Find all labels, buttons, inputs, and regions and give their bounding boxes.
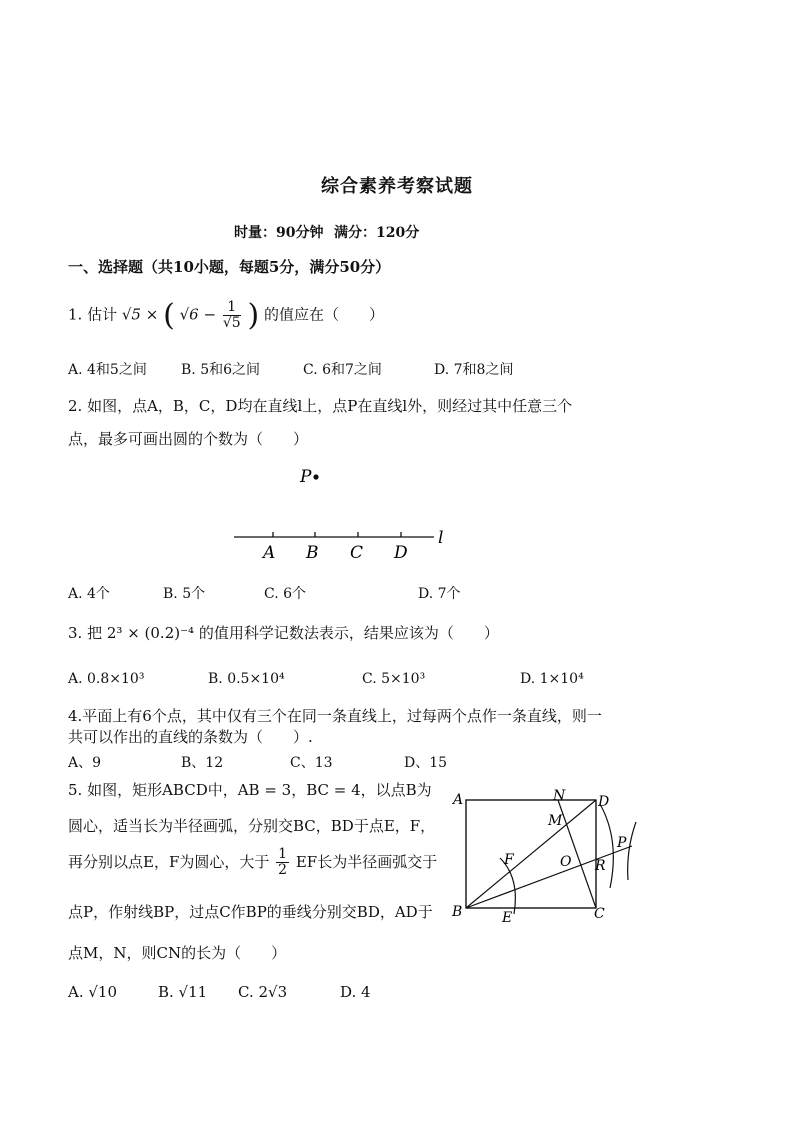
- q5-label-n: N: [553, 788, 566, 804]
- q5-line2: 圆心，适当长为半径画弧，分别交BC，BD于点E，F，: [68, 817, 436, 835]
- time-limit: 时量：90分钟: [234, 225, 324, 241]
- q5-option-b: B. √11: [158, 983, 208, 1001]
- section-heading: 一、选择题（共10小题，每题5分，满分50分）: [68, 258, 391, 276]
- q5-label-o: O: [560, 854, 572, 870]
- q1-expr-a: √5 ×: [121, 305, 159, 324]
- q5-half-den: 2: [278, 862, 288, 879]
- q5-arc-p2: [628, 822, 636, 880]
- question-3: [68, 622, 499, 643]
- q2-label-d: D: [394, 543, 408, 563]
- q2-point-p: [313, 474, 318, 479]
- q5-half-fraction: [276, 847, 289, 879]
- full-score: 满分：120分: [334, 225, 420, 241]
- q5-label-d: D: [598, 794, 610, 810]
- q3-option-b: B. 0.5×10⁴: [208, 671, 285, 687]
- q1-lead: 1. 估计: [68, 305, 118, 324]
- q5-line3-b: EF长为半径画弧交于: [295, 852, 438, 871]
- q2-option-b: B. 5个: [163, 586, 206, 602]
- q1-frac-num: 1: [223, 300, 241, 316]
- q3-tail: 的值用科学记数法表示，结果应该为（ ）: [198, 624, 499, 642]
- q5-arc-p1: [600, 804, 613, 888]
- q5-label-c: C: [594, 906, 605, 922]
- q3-option-c: C. 5×10³: [362, 671, 426, 687]
- q2-option-d: D. 7个: [418, 586, 461, 602]
- q1-tail: 的值应在（ ）: [263, 305, 384, 324]
- q5-half-num: 1: [278, 846, 288, 862]
- q5-figure: [450, 780, 650, 930]
- q2-label-l: l: [438, 528, 444, 548]
- q5-option-c: C. 2√3: [238, 983, 288, 1001]
- q5-line4: 点P，作射线BP，过点C作BP的垂线分别交BD，AD于: [68, 903, 433, 921]
- q5-line3-a: 再分别以点E，F为圆心，大于: [68, 852, 270, 871]
- q1-fraction: [223, 300, 241, 332]
- q1-option-c: C. 6和7之间: [303, 362, 382, 378]
- q5-option-d: D. 4: [340, 983, 371, 1001]
- q5-label-a: A: [453, 792, 464, 808]
- q2-label-p: P: [300, 467, 312, 487]
- q1-option-b: B. 5和6之间: [181, 362, 261, 378]
- q5-label-e: E: [502, 910, 513, 926]
- q2-line2: 点，最多可画出圆的个数为（ ）: [68, 430, 309, 448]
- q4-option-c: C、13: [290, 755, 333, 771]
- q3-lead: 3. 把: [68, 624, 103, 642]
- q4-option-a: A、9: [68, 755, 102, 771]
- q1-frac-den: √5: [222, 315, 241, 331]
- q3-expr: 2³ × (0.2)⁻⁴: [106, 624, 195, 642]
- q5-ray-bp: [466, 846, 632, 908]
- q4-line1: 4.平面上有6个点，其中仅有三个在同一条直线上，过每两个点作一条直线，则一: [68, 707, 602, 725]
- q2-option-c: C. 6个: [264, 586, 307, 602]
- q5-label-f: F: [504, 852, 514, 868]
- q5-label-b: B: [452, 904, 463, 920]
- q5-label-p: P: [617, 835, 627, 851]
- q2-figure: [220, 455, 460, 570]
- q2-label-a: A: [263, 543, 276, 563]
- q3-option-d: D. 1×10⁴: [520, 671, 584, 687]
- q4-line2: 共可以作出的直线的条数为（ ）.: [68, 728, 313, 746]
- q2-label-c: C: [350, 543, 364, 563]
- q2-line1: 2. 如图，点A，B，C，D均在直线l上，点P在直线l外，则经过其中任意三个: [68, 397, 573, 415]
- q5-label-r: R: [595, 858, 606, 874]
- q5-line3: [68, 847, 437, 879]
- page-title: 综合素养考察试题: [321, 176, 473, 197]
- q1-option-a: A. 4和5之间: [68, 362, 147, 378]
- q5-label-m: M: [548, 813, 563, 829]
- q1-expr-b: √6 −: [179, 305, 217, 324]
- q1-option-d: D. 7和8之间: [434, 362, 514, 378]
- q5-line5: 点M，N，则CN的长为（ ）: [68, 944, 287, 962]
- q4-option-b: B、12: [181, 755, 224, 771]
- q2-option-a: A. 4个: [68, 586, 110, 602]
- q5-option-a: A. √10: [68, 983, 118, 1001]
- question-1: 1. 估计 √5 × ( √6 − $\frac{1}{√5}$ ) 的值应在（ ）: [68, 298, 384, 333]
- q2-label-b: B: [306, 543, 319, 563]
- q4-option-d: D、15: [404, 755, 448, 771]
- q3-option-a: A. 0.8×10³: [68, 671, 145, 687]
- q5-line1: 5. 如图，矩形ABCD中，AB = 3，BC = 4，以点B为: [68, 781, 432, 799]
